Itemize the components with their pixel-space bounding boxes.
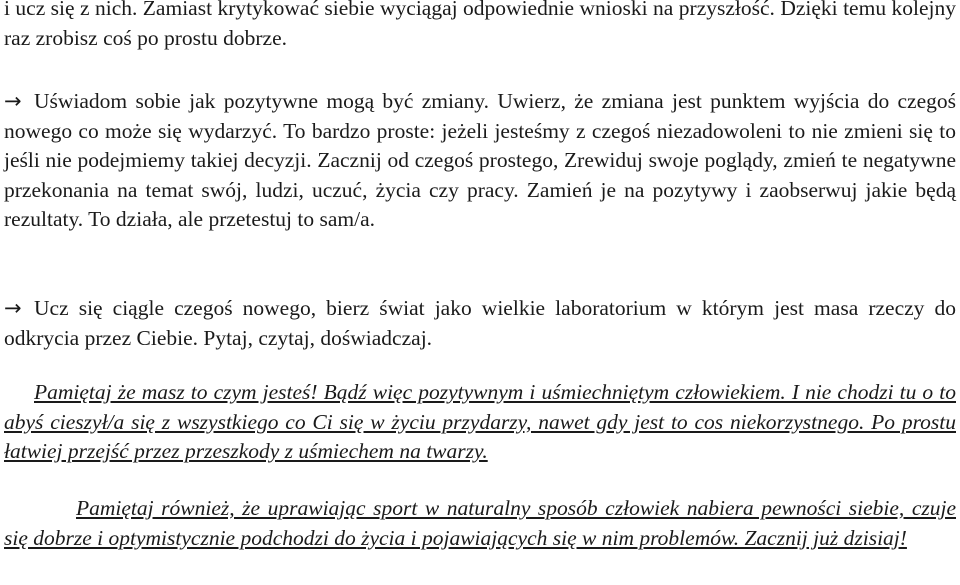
underlined-paragraph-sport [4, 494, 956, 553]
paragraph-text: Uświadom sobie jak pozytywne mogą być zmiany. Uwierz, że zmiana jest punktem wyjścia do czegoś nowego co może się wydarzyć. To bardzo proste: jeżeli jesteśmy z czegoś niezadowoleni to nie zmieni się to jeśli nie podejmiemy takiej decyzji. Zacznij od czegoś prostego, Zrewiduj swoje poglądy, zmień te negatywne przekonania na temat swój, ludzi, uczuć, życia czy pracy. Zamień je na pozytywy i zaobserwuj jakie będą rezultaty. To działa, ale przetestuj to sam/a. [4, 89, 956, 231]
paragraph-text: Pamiętaj również, że uprawiając sport w naturalny sposób człowiek nabiera pewności siebie, czuje się dobrze i optymistycznie podchodzi do życia i pojawiających się w nim problemów. Zacznij już dzisiaj! [4, 496, 956, 550]
bullet-paragraph-learning [4, 294, 956, 353]
paragraph-text: Pamiętaj że masz to czym jesteś! Bądź więc pozytywnym i uśmiechniętym człowiekiem. I nie chodzi tu o to abyś cieszył/a się z wszystkiego co Ci się w życiu przydarzy, nawet gdy jest to cos niekorzystnego. Po prostu łatwiej przejść przez przeszkody z uśmiechem na twarzy. [4, 380, 956, 463]
paragraph-text: Ucz się ciągle czegoś nowego, bierz świat jako wielkie laboratorium w którym jest masa rzeczy do odkrycia przez Ciebie. Pytaj, czytaj, doświadczaj. [4, 296, 956, 350]
bullet-paragraph-changes [4, 87, 956, 235]
paragraph-text: i ucz się z nich. Zamiast krytykować siebie wyciągaj odpowiednie wnioski na przyszłość. Dzięki temu kolejny raz zrobisz coś po prostu dobrze. [4, 0, 956, 50]
underlined-paragraph-positive [4, 378, 956, 467]
right-arrow-icon: → [4, 89, 22, 113]
right-arrow-icon: → [4, 296, 22, 320]
paragraph-continuation [4, 0, 956, 53]
